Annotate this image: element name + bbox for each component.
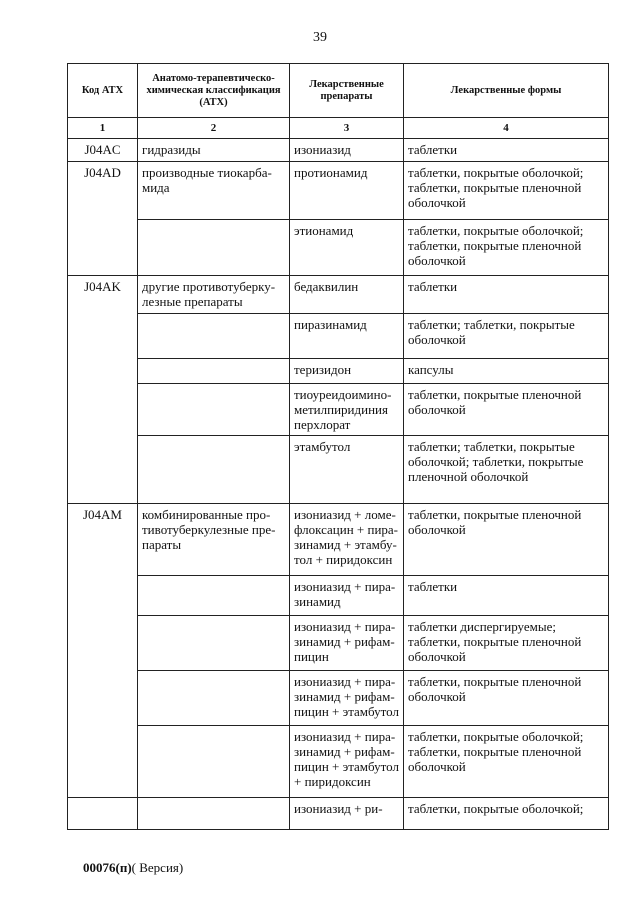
drug-name-cell: тиоуреидоимино-метилпиридиния перхлорат (290, 384, 404, 436)
empty-classification-cell (138, 671, 290, 726)
empty-classification-cell (138, 436, 290, 504)
dosage-forms-cell: таблетки, покрытые оболочкой; таблетки, покрытые пленочной оболочкой (404, 220, 609, 276)
table-row (68, 798, 609, 830)
atc-classification-cell: другие противотуберку-лезные препараты (138, 276, 290, 314)
drug-table (67, 63, 609, 830)
dosage-forms-cell: таблетки (404, 576, 609, 616)
atc-code-cell: J04AK (68, 276, 138, 504)
document-id: 00076(п) (83, 860, 132, 875)
empty-classification-cell (138, 576, 290, 616)
page-number: 39 (313, 30, 327, 45)
dosage-forms-cell: таблетки, покрытые оболочкой; таблетки, покрытые пленочной оболочкой (404, 726, 609, 798)
table-row (68, 162, 609, 220)
table-row (68, 726, 609, 798)
dosage-forms-cell: таблетки, покрытые пленочной оболочкой (404, 671, 609, 726)
dosage-forms-cell: таблетки, покрытые пленочной оболочкой (404, 504, 609, 576)
dosage-forms-cell: таблетки (404, 276, 609, 314)
table-row (68, 616, 609, 671)
atc-code-cell: J04AC (68, 139, 138, 162)
dosage-forms-cell: капсулы (404, 359, 609, 384)
dosage-forms-cell: таблетки; таблетки, покрытые оболочкой; таблетки, покрытые пленочной оболочкой (404, 436, 609, 504)
table-row (68, 359, 609, 384)
table-row (68, 436, 609, 504)
dosage-forms-cell: таблетки, покрытые оболочкой; таблетки, покрытые пленочной оболочкой (404, 162, 609, 220)
column-number-row (68, 118, 609, 139)
table-body (68, 139, 609, 830)
drug-name-cell: теризидон (290, 359, 404, 384)
column-number: 2 (138, 118, 290, 139)
dosage-forms-cell: таблетки; таблетки, покрытые оболочкой (404, 314, 609, 359)
empty-classification-cell (138, 359, 290, 384)
dosage-forms-cell: таблетки, покрытые пленочной оболочкой (404, 384, 609, 436)
atc-classification-cell: производные тиокарба-мида (138, 162, 290, 220)
drug-name-cell: бедаквилин (290, 276, 404, 314)
empty-classification-cell (138, 726, 290, 798)
atc-classification-cell (138, 798, 290, 830)
dosage-forms-cell: таблетки диспергируемые; таблетки, покрытые пленочной оболочкой (404, 616, 609, 671)
header-drugs: Лекарственные препараты (290, 64, 404, 118)
table-row (68, 576, 609, 616)
drug-name-cell: этамбутол (290, 436, 404, 504)
drug-name-cell: пиразинамид (290, 314, 404, 359)
table-row (68, 384, 609, 436)
empty-classification-cell (138, 220, 290, 276)
drug-name-cell: изониазид + пира-зинамид + рифам-пицин + этамбутол + пиридоксин (290, 726, 404, 798)
drug-name-cell: протионамид (290, 162, 404, 220)
column-number: 1 (68, 118, 138, 139)
document-version: ( Версия) (131, 860, 184, 875)
footer (83, 860, 183, 876)
table-row (68, 276, 609, 314)
column-number: 4 (404, 118, 609, 139)
table-row (68, 314, 609, 359)
header-code: Код АТХ (68, 64, 138, 118)
atc-classification-cell: гидразиды (138, 139, 290, 162)
empty-classification-cell (138, 384, 290, 436)
table-row (68, 671, 609, 726)
drug-name-cell: изониазид + пира-зинамид (290, 576, 404, 616)
empty-classification-cell (138, 314, 290, 359)
dosage-forms-cell: таблетки (404, 139, 609, 162)
atc-code-cell: J04AD (68, 162, 138, 276)
table-row (68, 139, 609, 162)
drug-name-cell: этионамид (290, 220, 404, 276)
column-number: 3 (290, 118, 404, 139)
drug-name-cell: изониазид + пира-зинамид + рифам-пицин (290, 616, 404, 671)
drug-name-cell: изониазид + пира-зинамид + рифам-пицин + этамбутол (290, 671, 404, 726)
drug-name-cell: изониазид + ри- (290, 798, 404, 830)
atc-classification-cell: комбинированные про-тивотуберкулезные пре-параты (138, 504, 290, 576)
table-row (68, 220, 609, 276)
empty-classification-cell (138, 616, 290, 671)
dosage-forms-cell: таблетки, покрытые оболочкой; (404, 798, 609, 830)
header-forms: Лекарственные формы (404, 64, 609, 118)
header-classification: Анатомо-терапевтическо-химическая классификация (АТХ) (138, 64, 290, 118)
drug-name-cell: изониазид + ломе-флоксацин + пира-зинамид + этамбу-тол + пиридоксин (290, 504, 404, 576)
atc-code-cell: J04AM (68, 504, 138, 798)
drug-name-cell: изониазид (290, 139, 404, 162)
table-header-row (68, 64, 609, 118)
atc-code-cell (68, 798, 138, 830)
table-row (68, 504, 609, 576)
